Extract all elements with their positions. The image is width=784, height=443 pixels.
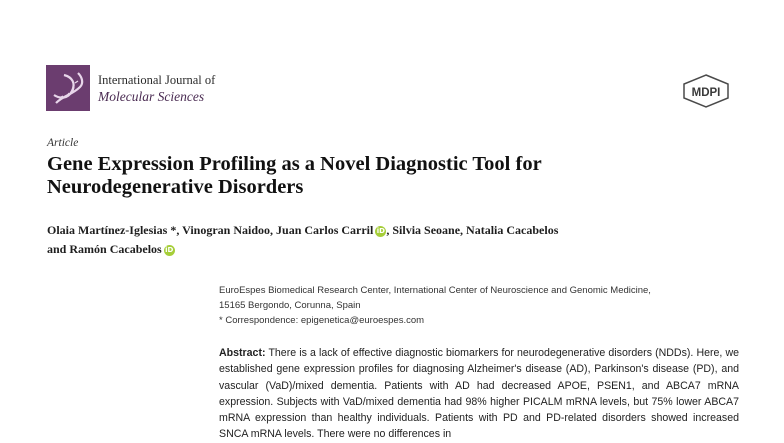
article-title (47, 153, 747, 199)
corresponding-mark: * (170, 223, 177, 237)
journal-name-line1: International Journal of (98, 73, 216, 87)
abstract (219, 345, 739, 443)
affiliation-line-2: 15165 Bergondo, Corunna, Spain (219, 300, 361, 311)
publisher-name: MDPI (691, 87, 721, 99)
author-name[interactable]: Natalia Cacabelos (466, 223, 559, 237)
title-line-1: Gene Expression Profiling as a Novel Diagnostic Tool for (47, 153, 542, 175)
author-list: Olaia Martínez-Iglesias *, Vinogran Naidoo, Juan Carlos Carril iD, Silvia Seoane, Natalia Cacabelos and Ramón Cacabelos iD (47, 223, 559, 256)
correspondence: * Correspondence: epigenetica@euroespes.com (219, 315, 425, 326)
author-name[interactable]: Juan Carlos Carril (276, 223, 374, 237)
journal-name-line2: Molecular Sciences (98, 89, 205, 104)
title-line-2: Neurodegenerative Disorders (47, 176, 304, 198)
article-type: Article (47, 137, 79, 149)
abstract-label: Abstract: (219, 347, 266, 359)
journal-logo (46, 65, 90, 111)
affiliation-line-1: EuroEspes Biomedical Research Center, International Center of Neuroscience and Genomic Medicine, (219, 285, 651, 296)
orcid-icon[interactable]: iD (165, 246, 174, 254)
conjunction: and (47, 242, 67, 256)
publisher-logo (682, 74, 730, 108)
author-name[interactable]: Ramón Cacabelos (69, 242, 162, 256)
abstract-text: There is a lack of effective diagnostic biomarkers for neurodegenerative disorders (NDDs). Here, we established gene expression profiles for diagnosing Alzheimer's disease (AD), Parkinson's disease (PD), and vascular (VaD)/mixed dementia. Patients with AD had decreased APOE, PSEN1, and ABCA7 mRNA expression. Subjects with VaD/mixed dementia had 98% higher PICALM mRNA levels, but 75% lower ABCA7 mRNA expression than healthy individuals. Patients with PD and PD-related disorders showed increased SNCA mRNA levels. There were no differences in (219, 347, 739, 441)
author-name[interactable]: Olaia Martínez-Iglesias (47, 223, 168, 237)
author-name[interactable]: Vinogran Naidoo (182, 223, 271, 237)
orcid-icon[interactable]: iD (376, 227, 385, 235)
dna-helix-icon (50, 69, 86, 107)
author-name[interactable]: Silvia Seoane (392, 223, 461, 237)
affiliation-block (219, 283, 739, 328)
